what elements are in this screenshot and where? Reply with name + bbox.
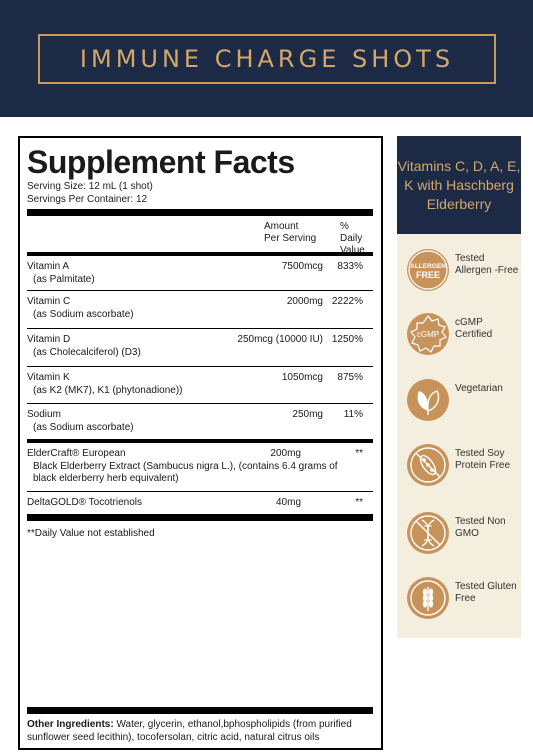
nutrient-row <box>27 367 373 403</box>
nutrient-dv: 1250% <box>331 334 363 345</box>
nutrient-amount: 250mcg (10000 IU) <box>237 334 323 345</box>
soy-free-icon <box>407 444 449 486</box>
nutrient-amount: 40mg <box>275 497 301 508</box>
badge-allergen-free <box>407 249 517 295</box>
cgmp-icon <box>407 313 449 355</box>
badge-label: Tested Non GMO <box>455 516 506 539</box>
nutrient-name: Vitamin C <box>27 296 71 307</box>
nutrient-source: (as Cholecalciferol) (D3) <box>33 347 141 358</box>
dv-header-line1: % Daily <box>340 221 363 244</box>
badge-cgmp <box>407 313 517 359</box>
svg-text:FREE: FREE <box>415 270 441 280</box>
badge-non-gmo <box>407 512 517 558</box>
nutrient-source-cont: black elderberry herb equivalent) <box>33 473 179 484</box>
nutrient-row <box>27 492 373 514</box>
nutrient-dv: ** <box>355 448 363 459</box>
nutrient-amount: 200mg <box>270 448 301 459</box>
badge-label: Vegetarian <box>455 383 503 394</box>
gluten-free-wheat-icon <box>407 577 449 619</box>
header-banner <box>0 0 533 117</box>
amount-header-line2: Per Serving <box>264 233 317 244</box>
badge-label: Tested Gluten Free <box>455 581 517 604</box>
nutrient-row <box>27 404 373 439</box>
badge-gluten-free <box>407 577 517 623</box>
nutrient-name: ElderCraft® European <box>27 448 126 459</box>
nutrient-name: Vitamin D <box>27 334 71 345</box>
nutrient-dv: 833% <box>337 261 363 272</box>
nutrient-name: DeltaGOLD® Tocotrienols <box>27 497 143 508</box>
nutrient-source: (as K2 (MK7), K1 (phytonadione)) <box>33 385 183 396</box>
other-ingredients <box>27 707 373 744</box>
sidebar-heading-box <box>397 136 521 234</box>
nutrient-amount: 1050mcg <box>281 372 323 383</box>
nutrient-name: Sodium <box>27 409 61 420</box>
other-ingredients-label: Other Ingredients: <box>27 719 114 730</box>
svg-text:cGMP: cGMP <box>416 330 440 339</box>
nutrient-name: Vitamin A <box>27 261 70 272</box>
column-headers <box>27 216 373 256</box>
nutrient-source: Black Elderberry Extract (Sambucus nigra L.), (contains 6.4 grams of <box>33 461 338 472</box>
nutrient-row <box>27 256 373 290</box>
footnote: **Daily Value not established <box>27 528 155 539</box>
divider-thick <box>27 514 373 521</box>
dv-header-line2: Value <box>340 245 365 256</box>
nutrient-amount: 2000mg <box>286 296 323 307</box>
nutrient-dv: 2222% <box>331 296 363 307</box>
other-ingredients-text: Water, glycerin, ethanol,bphospholipids (from purified sunflower seed lecithin), tocofersolan, citric acid, natural citrus oils <box>27 719 352 743</box>
sidebar-heading: Vitamins C, D, A, E, K with Haschberg Elderberry <box>397 157 521 212</box>
header-frame <box>38 34 496 84</box>
feature-sidebar <box>397 136 521 638</box>
facts-title: Supplement Facts <box>27 144 295 180</box>
svg-text:ALLERGEN: ALLERGEN <box>410 263 446 270</box>
product-title: IMMUNE CHARGE SHOTS <box>79 45 455 73</box>
servings-per-container: Servings Per Container: 12 <box>27 194 148 205</box>
badge-vegetarian <box>407 379 517 425</box>
daily-value-header <box>340 221 373 257</box>
nutrient-dv: 875% <box>337 372 363 383</box>
nutrient-name: Vitamin K <box>27 372 70 383</box>
badge-label: Tested Soy Protein Free <box>455 448 511 471</box>
amount-header <box>264 221 316 245</box>
non-gmo-dna-icon <box>407 512 449 554</box>
nutrient-amount: 7500mcg <box>281 261 323 272</box>
nutrient-dv: ** <box>355 497 363 508</box>
nutrient-source: (as Sodium ascorbate) <box>33 422 134 433</box>
supplement-facts-panel <box>18 136 383 750</box>
divider-thick <box>27 707 373 714</box>
badge-label: Tested Allergen -Free <box>455 253 519 276</box>
badge-soy-free <box>407 444 517 490</box>
nutrient-row <box>27 291 373 328</box>
vegetarian-leaf-icon <box>407 379 449 421</box>
amount-header-line1: Amount <box>264 221 299 232</box>
serving-size: Serving Size: 12 mL (1 shot) <box>27 181 153 192</box>
allergen-free-icon <box>407 249 449 291</box>
nutrient-source: (as Sodium ascorbate) <box>33 309 134 320</box>
nutrient-row <box>27 329 373 366</box>
badge-label: cGMP Certified <box>455 317 493 340</box>
nutrient-amount: 250mg <box>292 409 323 420</box>
divider-thick <box>27 209 373 216</box>
nutrient-source: (as Palmitate) <box>33 274 95 285</box>
nutrient-row <box>27 443 373 491</box>
nutrient-dv: 11% <box>343 409 363 420</box>
